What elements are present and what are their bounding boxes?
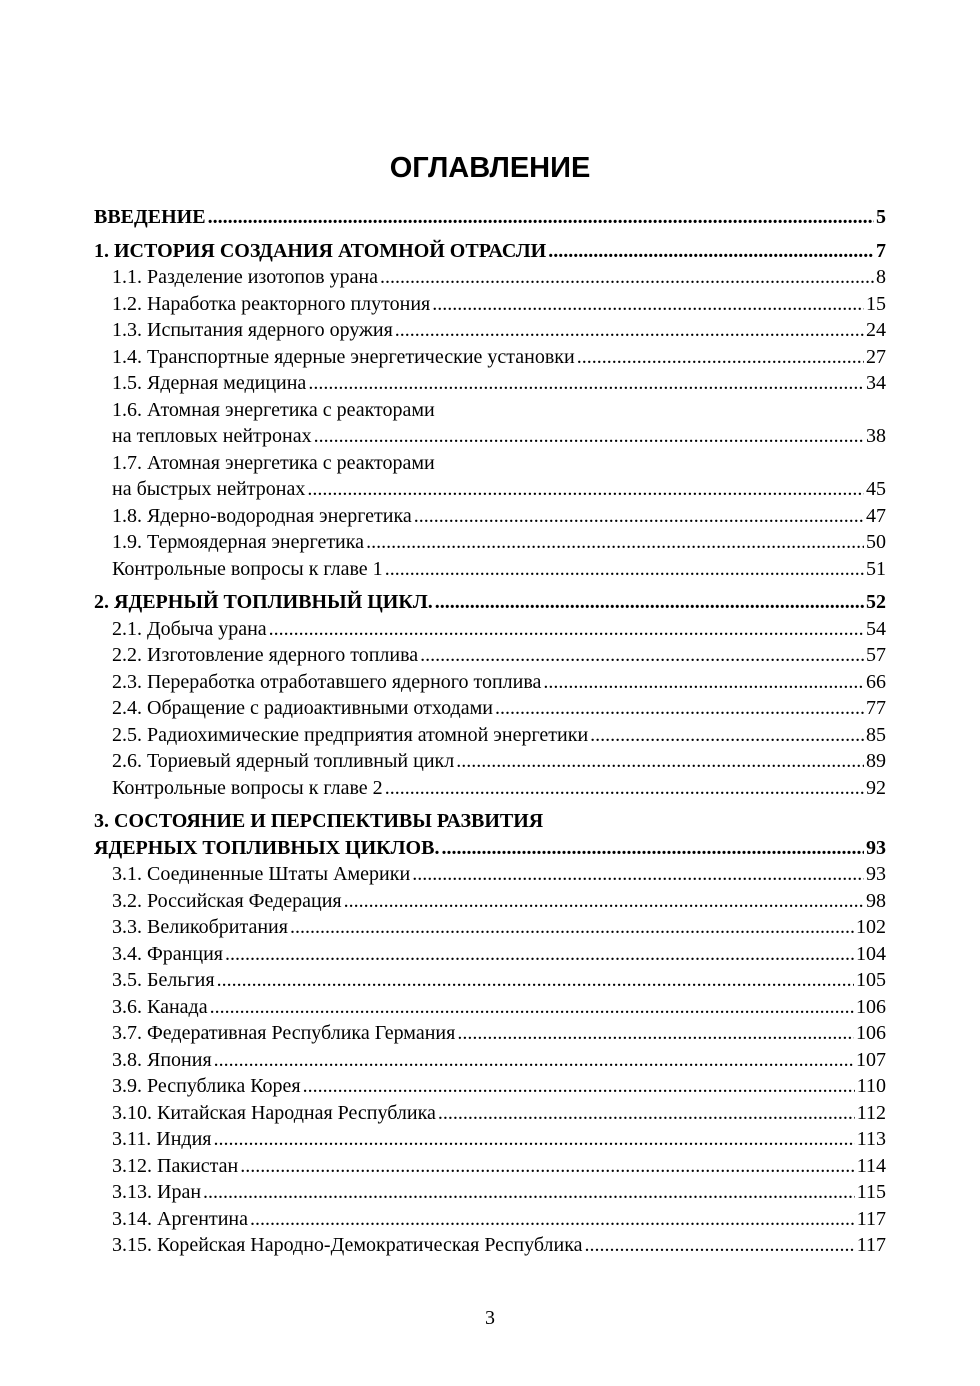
toc-entry-page: 38: [866, 425, 886, 447]
toc-entry-title: 3.2. Российская Федерация: [112, 889, 342, 912]
toc-leader-dots: [435, 589, 864, 616]
toc-leader-dots: [307, 476, 864, 503]
toc-leader-dots: [344, 888, 864, 915]
toc-entry-title: 1.2. Наработка реакторного плутония: [112, 292, 431, 315]
toc-entry-title: на быстрых нейтронах: [112, 478, 306, 500]
toc-entry-title: 3.12. Пакистан: [112, 1154, 239, 1177]
toc-entry-title: 2.1. Добыча урана: [112, 617, 267, 640]
toc-section-entry[interactable]: [94, 370, 886, 397]
toc-leader-dots: [420, 642, 864, 669]
toc-entry-title: 3.10. Китайская Народная Республика: [112, 1101, 436, 1124]
toc-entry-title: 3.11. Индия: [112, 1128, 212, 1150]
toc-entry-title: 2.4. Обращение с радиоактивными отходами: [112, 697, 493, 719]
toc-leader-dots: [213, 1126, 854, 1153]
toc-leader-dots: [457, 1020, 854, 1047]
toc-entry-title: 3.7. Федеративная Республика Германия: [112, 1022, 456, 1044]
toc-leader-dots: [290, 914, 854, 941]
toc-section-entry[interactable]: [94, 1073, 886, 1100]
toc-entry-page: 106: [856, 995, 886, 1018]
toc-entry-page: 24: [866, 319, 886, 341]
toc-entry-title: 1.1. Разделение изотопов урана: [112, 266, 379, 288]
toc-leader-dots: [250, 1206, 855, 1233]
toc-entry-page: 93: [866, 863, 886, 885]
toc-section-entry[interactable]: [94, 1047, 886, 1074]
toc-entry-page: 27: [866, 345, 886, 368]
toc-entry-title: 2.2. Изготовление ядерного топлива: [112, 644, 419, 666]
toc-entry-page: 92: [866, 776, 886, 799]
toc-section-entry[interactable]: [94, 556, 886, 583]
page-number: 3: [485, 1307, 495, 1329]
toc-entry-page: 117: [856, 1207, 886, 1230]
toc-entry-page: 114: [856, 1154, 886, 1177]
toc-entry-page: 107: [856, 1048, 886, 1071]
toc-leader-dots: [380, 264, 874, 291]
toc-leader-dots: [441, 835, 864, 862]
toc-section-entry[interactable]: [94, 503, 886, 530]
toc-leader-dots: [314, 423, 864, 450]
toc-entry-title: 1.9. Термоядерная энергетика: [112, 531, 365, 553]
toc-entry-title: 3.8. Япония: [112, 1048, 212, 1071]
toc-entry-first-line: 1.6. Атомная энергетика с реакторами: [112, 398, 435, 421]
toc-section-entry[interactable]: [94, 1126, 886, 1153]
toc-section-entry[interactable]: [94, 1179, 886, 1206]
toc-leader-dots: [203, 1179, 855, 1206]
toc-leader-dots: [269, 616, 864, 643]
toc-section-entry[interactable]: [94, 914, 886, 941]
toc-entry-title: ЯДЕРНЫХ ТОПЛИВНЫХ ЦИКЛОВ.: [94, 836, 440, 859]
toc-entry-page: 89: [866, 750, 886, 772]
toc-section-entry[interactable]: [94, 616, 886, 643]
toc-section-entry[interactable]: [94, 1206, 886, 1233]
toc-entry-first-line: 3. СОСТОЯНИЕ И ПЕРСПЕКТИВЫ РАЗВИТИЯ: [94, 810, 544, 832]
toc-section-entry[interactable]: [94, 748, 886, 775]
toc-leader-dots: [590, 722, 864, 749]
toc-entry-page: 34: [866, 372, 886, 394]
toc-entry-page: 115: [856, 1181, 886, 1203]
toc-entry-page: 112: [856, 1101, 886, 1124]
toc-entry-page: 54: [866, 617, 886, 640]
toc-section-entry[interactable]: [94, 967, 886, 994]
toc-entry-title: 1.3. Испытания ядерного оружия: [112, 319, 393, 341]
toc-leader-dots: [366, 529, 864, 556]
toc-leader-dots: [432, 291, 864, 318]
toc-entry-title: 1.5. Ядерная медицина: [112, 372, 307, 394]
toc-section-entry[interactable]: [94, 941, 886, 968]
table-of-contents: [94, 204, 886, 1259]
toc-entry-title: 3.14. Аргентина: [112, 1207, 248, 1230]
toc-section-entry[interactable]: [94, 1100, 886, 1127]
toc-section-entry[interactable]: [94, 529, 886, 556]
toc-entry-title: 2.5. Радиохимические предприятия атомной энергетики: [112, 723, 589, 746]
toc-entry-page: 98: [866, 889, 886, 912]
toc-leader-dots: [414, 503, 864, 530]
toc-entry-title: Контрольные вопросы к главе 1: [112, 557, 383, 580]
toc-entry-page: 104: [856, 942, 886, 965]
toc-leader-dots: [456, 748, 864, 775]
toc-entry-page: 66: [866, 670, 886, 693]
toc-leader-dots: [214, 1047, 854, 1074]
toc-entry-page: 7: [876, 239, 886, 262]
toc-section-entry[interactable]: [94, 994, 886, 1021]
toc-entry-page: 8: [876, 266, 886, 288]
toc-section-entry[interactable]: [94, 695, 886, 722]
toc-leader-dots: [240, 1153, 855, 1180]
toc-entry-first-line: 1.7. Атомная энергетика с реакторами: [112, 451, 435, 474]
toc-entry-page: 105: [856, 969, 886, 991]
toc-entry-page: 52: [866, 591, 886, 613]
toc-leader-dots: [395, 317, 864, 344]
toc-section-entry[interactable]: [94, 1153, 886, 1180]
toc-leader-dots: [217, 967, 854, 994]
toc-entry-page: 85: [866, 723, 886, 746]
toc-entry-title: 3.6. Канада: [112, 995, 208, 1018]
toc-entry-page: 47: [866, 504, 886, 527]
toc-entry-title: 3.3. Великобритания: [112, 916, 288, 938]
toc-entry-page: 50: [866, 531, 886, 553]
toc-section-entry[interactable]: [94, 264, 886, 291]
toc-entry-page: 110: [856, 1075, 886, 1097]
toc-section-entry[interactable]: [94, 1020, 886, 1047]
toc-entry-page: 45: [866, 478, 886, 500]
toc-leader-dots: [577, 344, 864, 371]
toc-chapter-entry[interactable]: [94, 835, 886, 862]
toc-section-entry[interactable]: [94, 317, 886, 344]
toc-section-entry[interactable]: [94, 722, 886, 749]
toc-chapter-entry[interactable]: [94, 204, 886, 231]
toc-entry-title: 1.8. Ядерно-водородная энергетика: [112, 504, 412, 527]
toc-chapter-entry[interactable]: [94, 238, 886, 265]
toc-entry-page: 77: [866, 697, 886, 719]
toc-leader-dots: [210, 994, 854, 1021]
toc-leader-dots: [308, 370, 864, 397]
toc-entry-title: 3.15. Корейская Народно-Демократическая Республика: [112, 1234, 583, 1256]
toc-section-entry[interactable]: [94, 1232, 886, 1259]
toc-section-entry[interactable]: [94, 642, 886, 669]
toc-entry-title: 2.6. Ториевый ядерный топливный цикл: [112, 750, 455, 772]
toc-section-entry[interactable]: [94, 344, 886, 371]
toc-entry-title: 3.5. Бельгия: [112, 969, 215, 991]
toc-section-entry[interactable]: [94, 888, 886, 915]
toc-section-entry[interactable]: [94, 861, 886, 888]
toc-section-entry[interactable]: [94, 423, 886, 450]
toc-section-entry[interactable]: [94, 775, 886, 802]
toc-leader-dots: [495, 695, 864, 722]
toc-entry-page: 51: [866, 557, 886, 580]
toc-entry-title: Контрольные вопросы к главе 2: [112, 776, 383, 799]
toc-entry-page: 113: [856, 1128, 886, 1150]
toc-entry-title: 2.3. Переработка отработавшего ядерного топлива: [112, 670, 542, 693]
toc-leader-dots: [543, 669, 864, 696]
toc-entry-page: 102: [856, 916, 886, 938]
toc-entry-page: 106: [856, 1022, 886, 1044]
toc-leader-dots: [385, 775, 864, 802]
toc-entry-page: 5: [876, 206, 886, 228]
toc-entry-page: 93: [866, 836, 886, 859]
toc-entry-title: 3.9. Республика Корея: [112, 1075, 301, 1097]
page-title: ОГЛАВЛЕНИЕ: [389, 152, 591, 184]
toc-entry-title: на тепловых нейтронах: [112, 425, 312, 447]
toc-leader-dots: [412, 861, 864, 888]
toc-section-entry[interactable]: [94, 291, 886, 318]
toc-entry-title: 2. ЯДЕРНЫЙ ТОПЛИВНЫЙ ЦИКЛ.: [94, 591, 433, 613]
toc-leader-dots: [303, 1073, 855, 1100]
toc-leader-dots: [548, 238, 874, 265]
toc-entry-page: 57: [866, 644, 886, 666]
toc-leader-dots: [385, 556, 864, 583]
toc-chapter-entry[interactable]: [94, 589, 886, 616]
toc-leader-dots: [208, 204, 874, 231]
toc-section-entry[interactable]: [94, 669, 886, 696]
toc-entry-title: 3.4. Франция: [112, 942, 223, 965]
toc-entry-page: 117: [856, 1234, 886, 1256]
toc-entry-title: 3.1. Соединенные Штаты Америки: [112, 863, 411, 885]
toc-leader-dots: [585, 1232, 855, 1259]
toc-leader-dots: [225, 941, 854, 968]
toc-entry-title: 1.4. Транспортные ядерные энергетические установки: [112, 345, 575, 368]
toc-entry-title: 1. ИСТОРИЯ СОЗДАНИЯ АТОМНОЙ ОТРАСЛИ: [94, 239, 547, 262]
toc-entry-page: 15: [866, 292, 886, 315]
toc-entry-title: 3.13. Иран: [112, 1181, 202, 1203]
toc-section-entry[interactable]: [94, 476, 886, 503]
toc-leader-dots: [438, 1100, 855, 1127]
toc-entry-title: ВВЕДЕНИЕ: [94, 206, 206, 228]
